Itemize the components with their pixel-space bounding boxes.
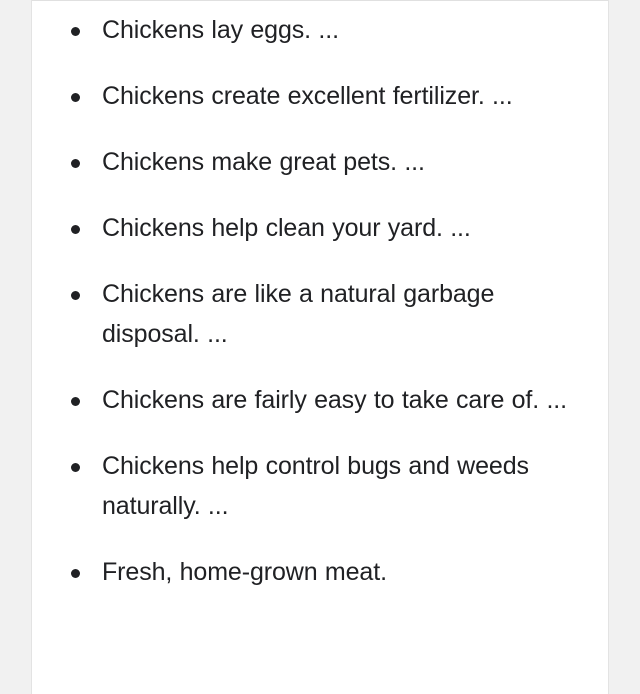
- list-item[interactable]: [32, 380, 608, 420]
- left-gutter: [0, 0, 31, 694]
- list-item[interactable]: [32, 208, 608, 248]
- list-item-label: Chickens are fairly easy to take care of. ...: [102, 386, 567, 414]
- bullet-dot-icon: [71, 291, 80, 300]
- list-item[interactable]: [32, 142, 608, 182]
- list-item[interactable]: [32, 446, 608, 526]
- bullet-dot-icon: [71, 93, 80, 102]
- list-item[interactable]: [32, 552, 608, 592]
- bullet-dot-icon: [71, 225, 80, 234]
- card-top-divider: [32, 0, 608, 1]
- list-item[interactable]: [32, 274, 608, 354]
- list-item-label: Chickens help clean your yard. ...: [102, 214, 471, 242]
- bullet-dot-icon: [71, 463, 80, 472]
- right-gutter: [609, 0, 640, 694]
- answer-bullet-list: [32, 10, 608, 618]
- list-item-label: Chickens lay eggs. ...: [102, 16, 339, 44]
- list-item-label: Chickens are like a natural garbage disposal. ...: [102, 280, 495, 348]
- list-item-label: Fresh, home-grown meat.: [102, 558, 387, 586]
- list-item-label: Chickens help control bugs and weeds naturally. ...: [102, 452, 529, 520]
- content-card: [31, 0, 609, 694]
- list-item[interactable]: [32, 10, 608, 50]
- bullet-dot-icon: [71, 569, 80, 578]
- list-item[interactable]: [32, 76, 608, 116]
- bullet-dot-icon: [71, 397, 80, 406]
- bullet-dot-icon: [71, 159, 80, 168]
- list-item-label: Chickens create excellent fertilizer. ...: [102, 82, 513, 110]
- bullet-dot-icon: [71, 27, 80, 36]
- list-item-label: Chickens make great pets. ...: [102, 148, 425, 176]
